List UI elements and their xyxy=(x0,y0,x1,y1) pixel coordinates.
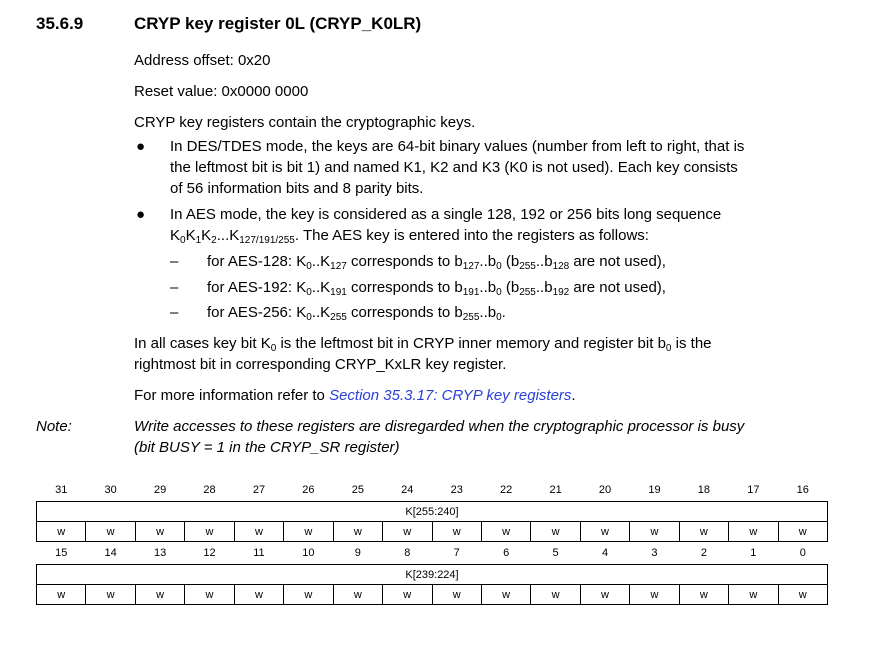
bullet-icon: ● xyxy=(136,206,146,223)
bit-number-23: 23 xyxy=(450,484,463,496)
access-cell: w xyxy=(185,522,234,542)
bullet-des xyxy=(170,136,744,199)
bit-number-6: 6 xyxy=(503,547,510,559)
access-cell: w xyxy=(778,585,827,605)
bit-number-3: 3 xyxy=(651,547,658,559)
all-cases-text: is the xyxy=(671,335,712,352)
bit-number-21: 21 xyxy=(549,484,562,496)
bit-number-18: 18 xyxy=(697,484,711,496)
bit-number-10: 10 xyxy=(302,547,315,559)
access-cell: w xyxy=(432,522,481,542)
intro-text: CRYP key registers contain the cryptographic keys. xyxy=(134,114,476,131)
bit-numbers-lower xyxy=(37,542,828,565)
bit-number-20: 20 xyxy=(598,484,612,496)
access-row-lower xyxy=(37,585,828,605)
aes-mapping-item: for AES-192: $K_0..K_{191}$ corresponds to $b_{191}..b_0$ ($b_{255}..b_{192}$ are not used), xyxy=(207,279,666,298)
bit-number-11: 11 xyxy=(253,547,265,559)
bit-number-29: 29 xyxy=(153,484,167,496)
bit-number-1: 1 xyxy=(750,547,757,559)
bit-number-19: 19 xyxy=(648,484,661,496)
bit-number-30: 30 xyxy=(104,484,117,496)
all-cases-line2: rightmost bit in corresponding CRYP_KxLR key register. xyxy=(134,356,507,373)
access-cell: w xyxy=(37,585,86,605)
access-cell: w xyxy=(481,522,530,542)
all-cases-text: is the leftmost bit in CRYP inner memory and register bit b xyxy=(276,335,666,352)
more-info xyxy=(134,385,576,406)
bit-number-22: 22 xyxy=(500,484,513,496)
field-k255-240: K[255:240] xyxy=(37,502,828,522)
bit-number-7: 7 xyxy=(453,547,460,559)
access-cell: w xyxy=(234,585,283,605)
access-cell: w xyxy=(531,522,580,542)
bullet-aes xyxy=(170,204,721,246)
bullet-aes-line: In AES mode, the key is considered as a single 128, 192 or 256 bits long sequence xyxy=(170,206,722,223)
access-cell: w xyxy=(333,522,382,542)
dash-icon: – xyxy=(170,304,179,321)
bit-number-15: 15 xyxy=(55,547,68,559)
bit-number-25: 25 xyxy=(351,484,364,496)
section-title: CRYP key register 0L (CRYP_K0LR) xyxy=(134,14,422,33)
section-number: 35.6.9 xyxy=(36,14,84,33)
more-info-suffix: . xyxy=(571,387,576,404)
bit-number-31: 31 xyxy=(55,484,68,496)
access-cell: w xyxy=(37,522,86,542)
access-cell: w xyxy=(580,585,629,605)
access-cell: w xyxy=(86,585,135,605)
reset-value: Reset value: 0x0000 0000 xyxy=(134,83,309,100)
access-row-upper xyxy=(37,522,828,542)
bit-number-17: 17 xyxy=(747,484,760,496)
access-cell: w xyxy=(86,522,135,542)
bit-number-14: 14 xyxy=(104,547,117,559)
dash-icon: – xyxy=(170,279,179,296)
register-map-upper xyxy=(36,479,828,605)
access-cell: w xyxy=(729,585,778,605)
access-cell: w xyxy=(135,585,184,605)
bullet-des-line: the leftmost bit is bit 1) and named K1, K2 and K3 (K0 is not used). Each key consists xyxy=(170,159,738,176)
bit-number-5: 5 xyxy=(552,547,559,559)
bit-number-0: 0 xyxy=(799,547,806,559)
note-line: Write accesses to these registers are disregarded when the cryptographic processor is busy xyxy=(134,418,745,435)
bullet-aes-tail: . The AES key is entered into the registers as follows: xyxy=(294,227,649,244)
access-cell: w xyxy=(432,585,481,605)
bit-number-12: 12 xyxy=(203,547,216,559)
bit-number-26: 26 xyxy=(302,484,315,496)
bullet-aes-formula: $K_0K_1K_2...K_{127/191/255}$. The AES key is entered into the registers as follows: xyxy=(170,227,649,246)
bit-number-24: 24 xyxy=(401,484,414,496)
bit-number-8: 8 xyxy=(404,547,411,559)
access-cell: w xyxy=(729,522,778,542)
field-k239-224: K[239:224] xyxy=(37,565,828,585)
all-cases-paragraph: In all cases key bit $K_0$ is the leftmost bit in CRYP inner memory and register bit $b_0$ is the rightmost bit in corresponding CRYP_KxLR key register. xyxy=(134,335,712,373)
note-line: (bit BUSY = 1 in the CRYP_SR register) xyxy=(134,439,400,456)
bullet-des-line: In DES/TDES mode, the keys are 64-bit binary values (number from left to right, that is xyxy=(170,138,745,155)
access-cell: w xyxy=(383,585,432,605)
bullet-des-line: of 56 information bits and 8 parity bits. xyxy=(170,180,424,197)
bullet-icon: ● xyxy=(136,138,146,155)
bit-numbers-upper xyxy=(37,479,828,502)
access-cell: w xyxy=(630,585,679,605)
access-cell: w xyxy=(679,585,728,605)
aes-mapping-item: for AES-128: $K_0..K_{127}$ corresponds to $b_{127}..b_0$ ($b_{255}..b_{128}$ are not used), xyxy=(207,253,666,272)
bit-number-16: 16 xyxy=(796,484,809,496)
access-cell: w xyxy=(333,585,382,605)
section-link[interactable]: Section 35.3.17: CRYP key registers xyxy=(329,387,572,404)
more-info-prefix: For more information refer to xyxy=(134,387,330,404)
bit-number-4: 4 xyxy=(601,547,609,559)
access-cell: w xyxy=(481,585,530,605)
note-label: Note: xyxy=(36,418,72,435)
access-cell: w xyxy=(531,585,580,605)
access-cell: w xyxy=(284,522,333,542)
access-cell: w xyxy=(284,585,333,605)
note-text xyxy=(134,416,744,458)
bit-number-27: 27 xyxy=(252,484,266,496)
access-cell: w xyxy=(679,522,728,542)
dash-icon: – xyxy=(170,253,179,270)
access-cell: w xyxy=(135,522,184,542)
address-offset: Address offset: 0x20 xyxy=(134,52,271,69)
access-cell: w xyxy=(383,522,432,542)
access-cell: w xyxy=(234,522,283,542)
bit-number-2: 2 xyxy=(700,547,707,559)
field-row-lower xyxy=(37,565,828,585)
bit-number-9: 9 xyxy=(354,547,361,559)
access-cell: w xyxy=(580,522,629,542)
access-cell: w xyxy=(630,522,679,542)
field-row-upper xyxy=(37,502,828,522)
bit-number-28: 28 xyxy=(203,484,216,496)
bit-number-13: 13 xyxy=(153,547,167,559)
access-cell: w xyxy=(185,585,234,605)
all-cases-text: In all cases key bit K xyxy=(134,335,271,352)
aes-mapping-item: for AES-256: $K_0..K_{255}$ corresponds to $b_{255}..b_0$. xyxy=(207,304,506,323)
access-cell: w xyxy=(778,522,827,542)
